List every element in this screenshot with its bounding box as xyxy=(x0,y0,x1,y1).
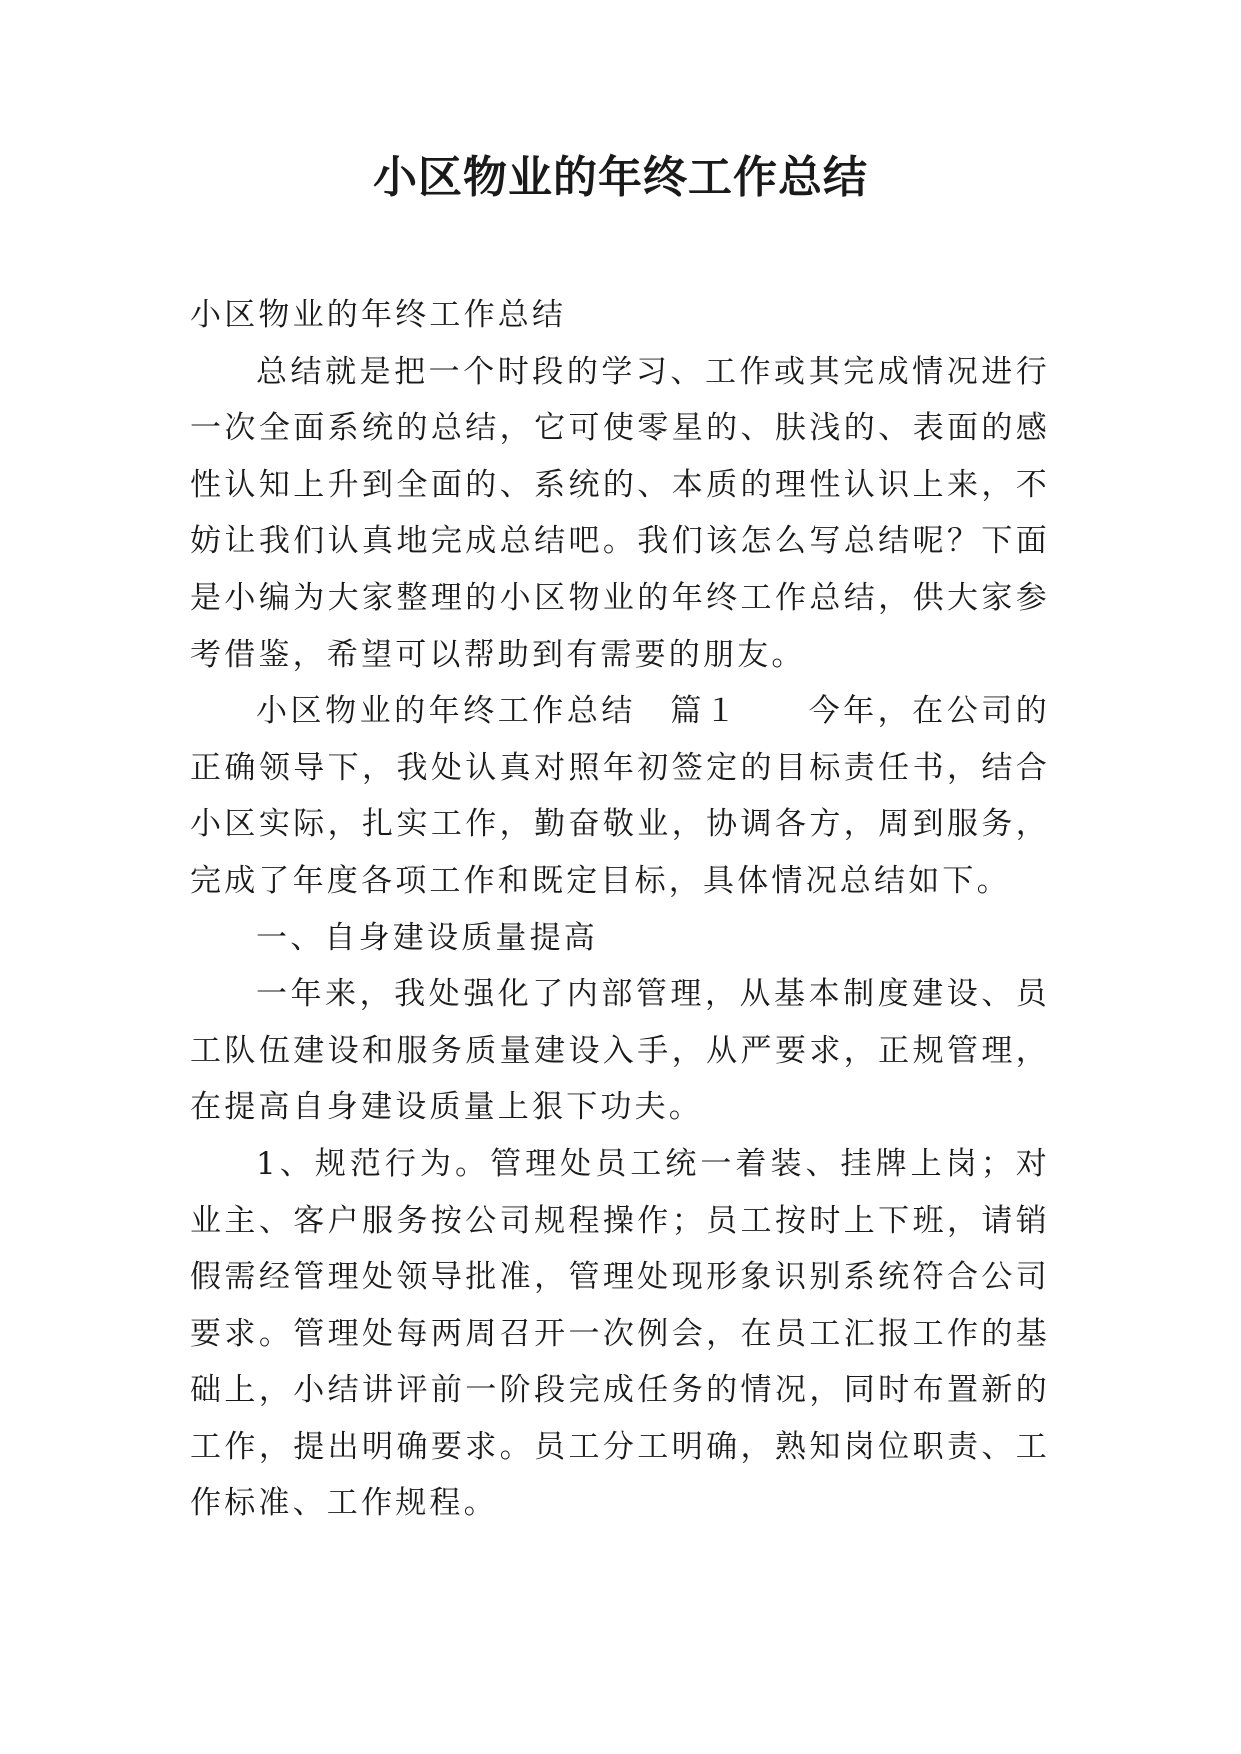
paragraph-standard-behavior: 1、规范行为。管理处员工统一着装、挂牌上岗；对业主、客户服务按公司规程操作；员工按时上下班，请销假需经管理处领导批准，管理处现形象识别系统符合公司要求。管理处每两周召开一次例会，在员工汇报工作的基础上，小结讲评前一阶段完成任务的情况，同时布置新的工作，提出明确要求。员工分工明确，熟知岗位职责、工作标准、工作规程。 xyxy=(190,1145,1050,1522)
paragraph-heading: 小区物业的年终工作总结 xyxy=(190,297,567,333)
paragraph-intro: 总结就是把一个时段的学习、工作或其完成情况进行一次全面系统的总结，它可使零星的、肤浅的、表面的感性认知上升到全面的、系统的、本质的理性认识上来，不妨让我们认真地完成总结吧。我们该怎么写总结呢？下面是小编为大家整理的小区物业的年终工作总结，供大家参考借鉴，希望可以帮助到有需要的朋友。 xyxy=(190,353,1050,673)
document-body xyxy=(190,287,1050,1532)
paragraph-self-building: 一年来，我处强化了内部管理，从基本制度建设、员工队伍建设和服务质量建设入手，从严要求，正规管理，在提高自身建设质量上狠下功夫。 xyxy=(190,976,1050,1126)
paragraph-section-1: 小区物业的年终工作总结 篇１ 今年，在公司的正确领导下，我处认真对照年初签定的目标责任书，结合小区实际，扎实工作，勤奋敬业，协调各方，周到服务，完成了年度各项工作和既定目标，具体情况总结如下。 xyxy=(190,693,1050,899)
paragraph-subheading: 一、自身建设质量提高 xyxy=(256,919,598,956)
document-title: 小区物业的年终工作总结 xyxy=(373,152,868,203)
